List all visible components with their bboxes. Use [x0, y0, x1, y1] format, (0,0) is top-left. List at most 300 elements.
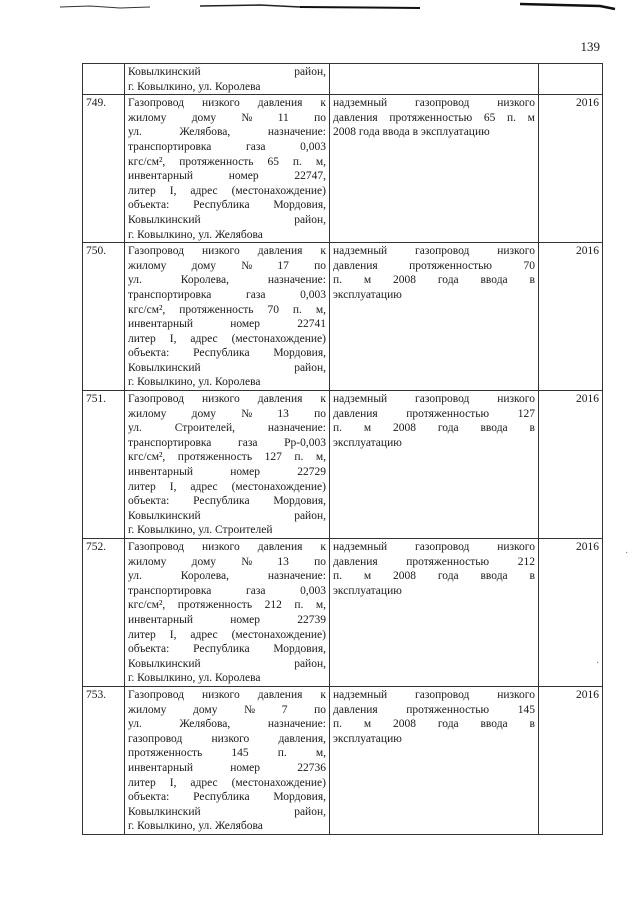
- word: номер: [230, 613, 261, 626]
- page-number: 139: [580, 39, 600, 54]
- word: протяженностью: [409, 259, 493, 272]
- word: давления: [257, 245, 303, 258]
- characteristics-line: [333, 688, 535, 703]
- object-line: [128, 407, 326, 422]
- table-row: [83, 243, 603, 391]
- word: 70: [523, 259, 535, 272]
- object-line: г. Ковылкино, ул. Строителей: [128, 524, 273, 537]
- object-line: [128, 332, 326, 347]
- word: 11: [277, 111, 289, 124]
- word: ввода: [480, 274, 508, 287]
- word: транспортировка: [128, 140, 212, 153]
- word: п.: [294, 599, 304, 612]
- word: дому: [191, 407, 217, 420]
- word: объекта:: [128, 791, 170, 804]
- word: м,: [315, 599, 326, 612]
- object-line: [128, 584, 326, 599]
- word: 7: [281, 703, 288, 716]
- word: №: [241, 259, 253, 272]
- word: район,: [294, 509, 326, 522]
- word: протяженность: [177, 451, 253, 464]
- year-cell: 2016: [539, 391, 603, 539]
- word: п.: [333, 274, 343, 287]
- word: инвентарный: [128, 170, 193, 183]
- word: 2008: [393, 718, 416, 731]
- object-line: [128, 346, 326, 361]
- word: давления: [333, 407, 378, 420]
- word: Республика: [193, 347, 250, 360]
- word: газа: [246, 584, 266, 597]
- object-line: [128, 598, 326, 613]
- word: 65: [483, 111, 496, 124]
- characteristics-line: эксплуатацию: [333, 732, 402, 745]
- word: м: [363, 274, 372, 287]
- word: надземный: [333, 245, 388, 258]
- row-number: 753.: [83, 686, 125, 834]
- word: п.: [277, 747, 287, 760]
- word: года: [437, 570, 459, 583]
- word: газа: [246, 140, 266, 153]
- characteristics-cell: [330, 64, 539, 95]
- word: м,: [315, 451, 326, 464]
- word: адрес: [190, 184, 218, 197]
- word: давления: [257, 688, 303, 701]
- word: ул.: [128, 126, 142, 139]
- word: район,: [294, 657, 326, 670]
- word: №: [244, 703, 256, 716]
- object-line: [128, 244, 326, 259]
- word: I,: [169, 628, 177, 641]
- object-line: [128, 303, 326, 318]
- word: ул.: [128, 274, 142, 287]
- year-cell: 2016: [539, 95, 603, 243]
- characteristics-line: эксплуатацию: [333, 584, 402, 597]
- word: назначение:: [267, 422, 326, 435]
- word: Газопровод: [128, 97, 184, 110]
- word: Республика: [193, 643, 250, 656]
- object-line: [128, 155, 326, 170]
- word: по: [314, 259, 326, 272]
- word: Республика: [193, 199, 250, 212]
- word: протяженностью: [406, 703, 490, 716]
- object-line: [128, 805, 326, 820]
- word: кгс/см²,: [128, 599, 166, 612]
- word: объекта:: [128, 495, 170, 508]
- row-number: 752.: [83, 539, 125, 687]
- word: Королева,: [180, 570, 230, 583]
- object-line: [128, 361, 326, 376]
- word: Строителей,: [174, 422, 236, 435]
- word: низкого: [497, 541, 535, 553]
- word: Мордовия,: [273, 643, 326, 656]
- word: назначение:: [267, 274, 326, 287]
- word: 0,003: [300, 584, 326, 597]
- object-description-cell: [125, 391, 330, 539]
- word: I,: [169, 184, 177, 197]
- word: п.: [333, 570, 343, 583]
- word: номер: [230, 761, 261, 774]
- scan-mark: ·: [625, 548, 629, 559]
- word: 70: [267, 303, 279, 316]
- word: низкого: [497, 688, 535, 701]
- object-line: г. Ковылкино, ул. Королева: [128, 672, 261, 685]
- word: давления: [257, 97, 303, 110]
- characteristics-cell: [330, 539, 539, 687]
- word: 127: [264, 451, 282, 464]
- word: к: [320, 97, 326, 110]
- word: низкого: [201, 245, 240, 258]
- object-line: [128, 450, 326, 465]
- object-description-cell: [125, 243, 330, 391]
- word: Республика: [193, 791, 250, 804]
- word: п.: [292, 303, 302, 316]
- word: 2008: [393, 570, 416, 583]
- word: 145: [231, 747, 249, 760]
- word: протяженностью: [406, 555, 490, 568]
- characteristics-line: [333, 244, 535, 259]
- object-line: [128, 569, 326, 584]
- object-line: [128, 436, 326, 451]
- row-number: 750.: [83, 243, 125, 391]
- characteristics-line: [333, 96, 535, 111]
- word: 0,003: [300, 288, 326, 301]
- object-line: [128, 65, 326, 80]
- word: назначение:: [267, 570, 326, 583]
- characteristics-line: [333, 421, 535, 436]
- word: протяженность: [128, 747, 203, 760]
- word: 13: [277, 555, 289, 568]
- word: в: [529, 274, 535, 287]
- row-number-cell: [83, 64, 125, 95]
- word: к: [320, 393, 326, 406]
- word: газопровод: [415, 245, 470, 258]
- object-line: [128, 494, 326, 509]
- word: года: [437, 274, 459, 287]
- characteristics-line: [333, 555, 535, 570]
- word: номер: [228, 170, 259, 183]
- word: п.: [294, 451, 304, 464]
- word: объекта:: [128, 199, 170, 212]
- word: Мордовия,: [273, 199, 326, 212]
- word: Мордовия,: [273, 495, 326, 508]
- word: 22741: [297, 318, 326, 331]
- word: Желябова,: [179, 126, 231, 139]
- object-line: [128, 688, 326, 703]
- word: 22739: [297, 613, 326, 626]
- word: Газопровод: [128, 688, 184, 701]
- word: газа: [238, 436, 258, 449]
- table-row: [83, 391, 603, 539]
- table-body: [83, 64, 603, 835]
- word: (местонахождение): [231, 332, 326, 345]
- table-row-continuation: [83, 64, 603, 95]
- object-description-cell: [125, 686, 330, 834]
- word: (местонахождение): [231, 628, 326, 641]
- word: район,: [294, 805, 326, 818]
- object-line: [128, 184, 326, 199]
- word: п.: [292, 155, 302, 168]
- object-line: г. Ковылкино, ул. Желябова: [128, 820, 263, 833]
- word: адрес: [190, 480, 218, 493]
- characteristics-line: 2008 года ввода в эксплуатацию: [333, 126, 490, 139]
- word: 13: [277, 407, 289, 420]
- table-row: [83, 686, 603, 834]
- object-line: [128, 288, 326, 303]
- object-description-cell: [125, 95, 330, 243]
- word: (местонахождение): [231, 184, 326, 197]
- word: ввода: [480, 570, 508, 583]
- object-line: [128, 732, 326, 747]
- word: объекта:: [128, 643, 170, 656]
- word: к: [320, 688, 326, 701]
- word: (местонахождение): [231, 776, 326, 789]
- word: Ковылкинский: [128, 66, 201, 78]
- word: протяженностью: [389, 111, 473, 124]
- word: литер: [128, 776, 156, 789]
- word: м: [527, 111, 535, 124]
- year-cell: 2016: [539, 686, 603, 834]
- object-line: г. Ковылкино, ул. Королева: [128, 376, 261, 389]
- word: протяженность: [179, 155, 254, 168]
- object-line: [128, 198, 326, 213]
- word: давления,: [278, 732, 326, 745]
- word: ввода: [480, 718, 508, 731]
- word: низкого: [497, 97, 535, 110]
- word: Ковылкинский: [128, 657, 201, 670]
- row-number: 751.: [83, 391, 125, 539]
- word: низкого: [201, 97, 240, 110]
- word: дому: [191, 111, 217, 124]
- word: назначение:: [267, 126, 326, 139]
- scan-noise-top: [0, 0, 640, 14]
- word: транспортировка: [128, 584, 212, 597]
- word: м,: [315, 303, 326, 316]
- word: 17: [277, 259, 289, 272]
- word: п.: [333, 718, 343, 731]
- word: инвентарный: [128, 318, 193, 331]
- word: жилому: [128, 703, 167, 716]
- object-line: [128, 480, 326, 495]
- word: газопровод: [415, 393, 470, 406]
- word: протяженность: [179, 303, 254, 316]
- word: м,: [315, 747, 326, 760]
- word: литер: [128, 184, 156, 197]
- word: литер: [128, 332, 156, 345]
- word: Желябова,: [179, 718, 231, 731]
- word: м: [363, 422, 372, 435]
- scan-mark: ·: [596, 658, 600, 669]
- object-line: [128, 657, 326, 672]
- word: по: [314, 555, 326, 568]
- word: надземный: [333, 541, 388, 553]
- object-line: [128, 96, 326, 111]
- characteristics-line: [333, 569, 535, 584]
- characteristics-cell: [330, 243, 539, 391]
- object-line: [128, 465, 326, 480]
- word: адрес: [190, 628, 218, 641]
- object-line: [128, 125, 326, 140]
- word: по: [314, 111, 326, 124]
- table-row: [83, 95, 603, 243]
- table-row: [83, 539, 603, 687]
- word: литер: [128, 628, 156, 641]
- object-line: [128, 628, 326, 643]
- word: район,: [294, 66, 326, 78]
- word: м,: [315, 155, 326, 168]
- word: давления: [257, 541, 303, 553]
- word: ул.: [128, 570, 142, 583]
- word: дому: [193, 703, 218, 716]
- word: инвентарный: [128, 466, 193, 479]
- word: Газопровод: [128, 393, 184, 406]
- year-cell: [539, 64, 603, 95]
- word: жилому: [128, 407, 167, 420]
- word: инвентарный: [128, 613, 193, 626]
- object-line: [128, 703, 326, 718]
- word: транспортировка: [128, 436, 212, 449]
- word: Ковылкинский: [128, 509, 201, 522]
- object-line: [128, 555, 326, 570]
- word: низкого: [201, 541, 240, 553]
- word: жилому: [128, 259, 167, 272]
- word: 2008: [393, 274, 416, 287]
- characteristics-line: [333, 273, 535, 288]
- word: I,: [169, 332, 177, 345]
- object-line: [128, 509, 326, 524]
- characteristics-cell: [330, 95, 539, 243]
- year-cell: 2016: [539, 539, 603, 687]
- word: 22736: [297, 761, 326, 774]
- word: 22747,: [294, 170, 326, 183]
- word: давления: [333, 703, 378, 716]
- word: ул.: [128, 422, 142, 435]
- word: №: [241, 555, 253, 568]
- word: Рр-0,003: [284, 436, 326, 449]
- object-line: [128, 111, 326, 126]
- word: I,: [169, 480, 177, 493]
- word: инвентарный: [128, 761, 193, 774]
- object-line: г. Ковылкино, ул. Желябова: [128, 228, 263, 241]
- word: Мордовия,: [273, 791, 326, 804]
- word: кгс/см²,: [128, 155, 166, 168]
- object-line: [128, 392, 326, 407]
- word: по: [314, 407, 326, 420]
- word: Мордовия,: [273, 347, 326, 360]
- object-line: [128, 421, 326, 436]
- word: низкого: [497, 393, 535, 406]
- word: газопровод: [415, 688, 470, 701]
- characteristics-line: эксплуатацию: [333, 436, 402, 449]
- word: дому: [191, 555, 217, 568]
- word: объекта:: [128, 347, 170, 360]
- object-line: г. Ковылкино, ул. Королева: [128, 80, 261, 93]
- word: район,: [294, 361, 326, 374]
- year-cell: 2016: [539, 243, 603, 391]
- word: Ковылкинский: [128, 213, 201, 226]
- object-line: [128, 746, 326, 761]
- word: номер: [230, 318, 261, 331]
- word: газопровод: [128, 732, 183, 745]
- word: №: [241, 111, 253, 124]
- word: протяженностью: [406, 407, 490, 420]
- object-line: [128, 213, 326, 228]
- word: дому: [191, 259, 217, 272]
- word: транспортировка: [128, 288, 212, 301]
- word: 0,003: [300, 140, 326, 153]
- characteristics-line: [333, 407, 535, 422]
- word: давления: [257, 393, 303, 406]
- word: жилому: [128, 555, 167, 568]
- word: года: [437, 422, 459, 435]
- word: п.: [333, 422, 343, 435]
- word: кгс/см²,: [128, 451, 166, 464]
- object-line: [128, 761, 326, 776]
- word: надземный: [333, 97, 388, 110]
- word: 65: [267, 155, 279, 168]
- object-line: [128, 169, 326, 184]
- word: жилому: [128, 111, 167, 124]
- word: м: [363, 718, 372, 731]
- word: надземный: [333, 688, 388, 701]
- word: газопровод: [415, 97, 470, 110]
- word: давления: [333, 259, 378, 272]
- word: назначение:: [267, 718, 326, 731]
- object-description-cell: [125, 539, 330, 687]
- word: район,: [294, 213, 326, 226]
- characteristics-line: [333, 703, 535, 718]
- word: Газопровод: [128, 245, 184, 258]
- registry-table: [82, 63, 603, 835]
- word: года: [437, 718, 459, 731]
- characteristics-line: [333, 540, 535, 555]
- word: Ковылкинский: [128, 805, 201, 818]
- object-line: [128, 140, 326, 155]
- characteristics-cell: [330, 686, 539, 834]
- object-line: [128, 317, 326, 332]
- word: кгс/см²,: [128, 303, 166, 316]
- word: газопровод: [415, 541, 470, 553]
- word: ул.: [128, 718, 142, 731]
- word: 145: [517, 703, 535, 716]
- word: в: [529, 718, 535, 731]
- word: Республика: [193, 495, 250, 508]
- word: в: [529, 570, 535, 583]
- object-line: [128, 642, 326, 657]
- word: надземный: [333, 393, 388, 406]
- word: м: [363, 570, 372, 583]
- characteristics-line: [333, 111, 535, 126]
- word: №: [241, 407, 253, 420]
- word: газа: [246, 288, 266, 301]
- word: низкого: [497, 245, 535, 258]
- object-line: [128, 717, 326, 732]
- word: I,: [169, 776, 177, 789]
- word: (местонахождение): [231, 480, 326, 493]
- characteristics-line: эксплуатацию: [333, 288, 402, 301]
- word: низкого: [201, 393, 240, 406]
- word: литер: [128, 480, 156, 493]
- word: протяженность: [177, 599, 253, 612]
- word: 212: [264, 599, 282, 612]
- word: низкого: [201, 688, 240, 701]
- word: давления: [333, 111, 378, 124]
- characteristics-line: [333, 717, 535, 732]
- word: адрес: [190, 332, 218, 345]
- word: 2008: [393, 422, 416, 435]
- word: Королева,: [180, 274, 230, 287]
- word: к: [320, 245, 326, 258]
- word: ввода: [480, 422, 508, 435]
